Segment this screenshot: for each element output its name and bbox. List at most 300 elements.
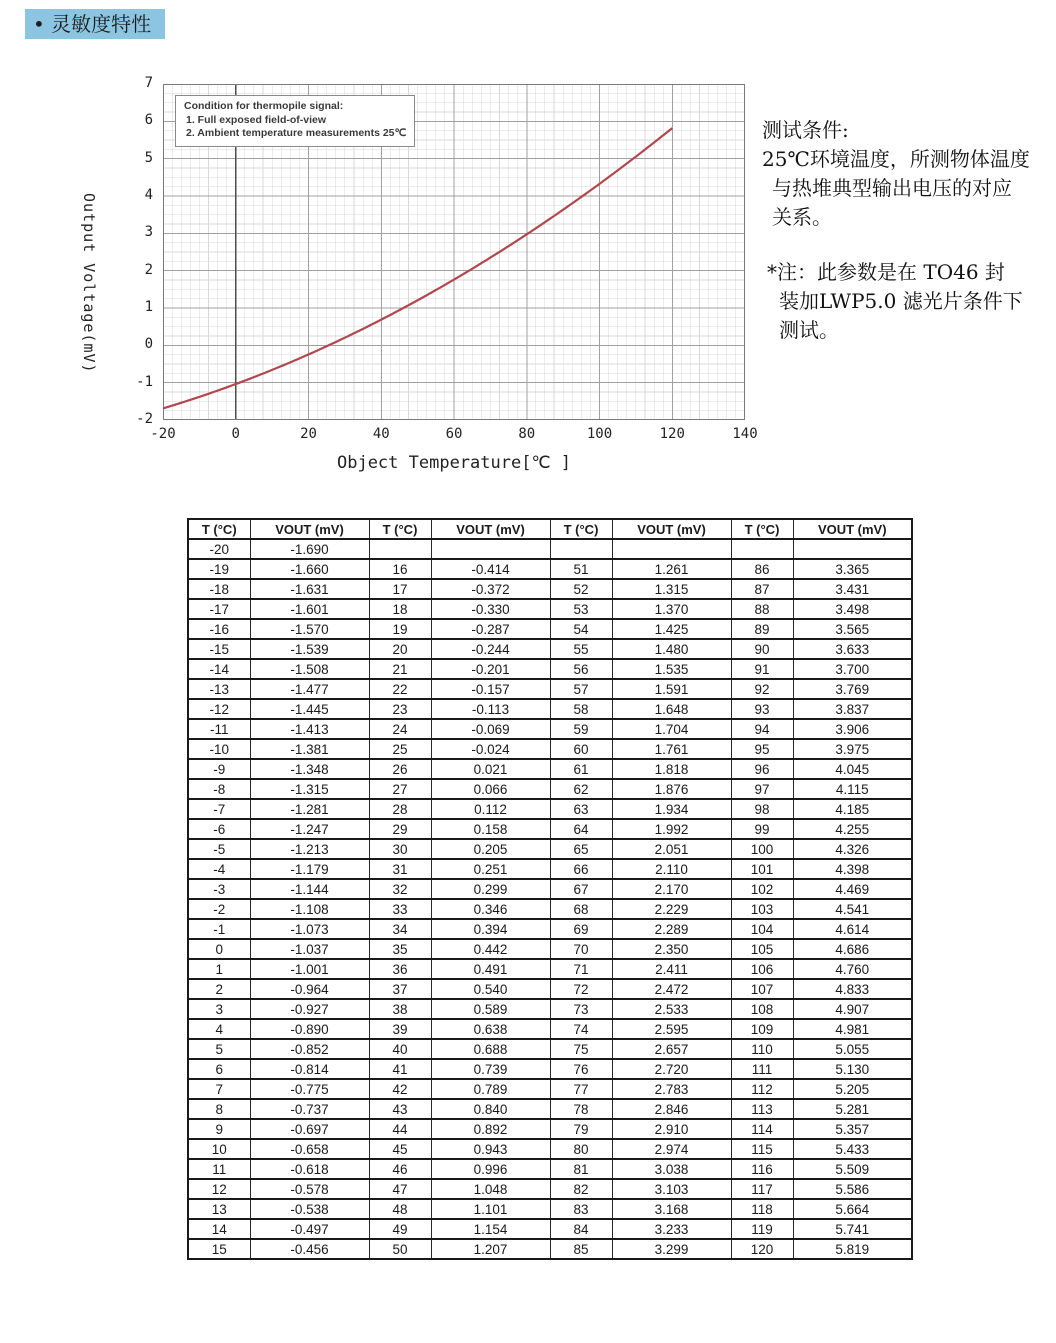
vout-cell: 3.837 bbox=[793, 699, 912, 719]
t-cell: 72 bbox=[550, 979, 612, 999]
vout-cell: 0.251 bbox=[431, 859, 550, 879]
table-row bbox=[188, 739, 912, 759]
x-tick-label: 140 bbox=[732, 426, 758, 442]
vout-cell: 4.981 bbox=[793, 1019, 912, 1039]
vout-cell: -0.618 bbox=[250, 1159, 369, 1179]
vout-cell: -1.037 bbox=[250, 939, 369, 959]
vout-cell: 3.103 bbox=[612, 1179, 731, 1199]
t-cell: 109 bbox=[731, 1019, 793, 1039]
y-tick-label: 0 bbox=[144, 336, 153, 353]
vout-cell: 4.614 bbox=[793, 919, 912, 939]
t-cell: 80 bbox=[550, 1139, 612, 1159]
t-cell: 61 bbox=[550, 759, 612, 779]
vout-cell: 4.045 bbox=[793, 759, 912, 779]
t-cell: 9 bbox=[188, 1119, 250, 1139]
t-cell: -20 bbox=[188, 539, 250, 559]
t-cell: -4 bbox=[188, 859, 250, 879]
t-cell: 110 bbox=[731, 1039, 793, 1059]
table-row bbox=[188, 819, 912, 839]
col-header-vout: VOUT (mV) bbox=[793, 519, 912, 539]
vout-cell: 4.760 bbox=[793, 959, 912, 979]
x-tick-label: -20 bbox=[150, 426, 176, 442]
t-cell: -6 bbox=[188, 819, 250, 839]
vout-cell: -1.381 bbox=[250, 739, 369, 759]
table-row bbox=[188, 1139, 912, 1159]
vout-cell: 4.398 bbox=[793, 859, 912, 879]
vout-cell: -0.069 bbox=[431, 719, 550, 739]
filter-note bbox=[762, 258, 1056, 345]
vout-cell: -1.315 bbox=[250, 779, 369, 799]
t-cell: 74 bbox=[550, 1019, 612, 1039]
table-row bbox=[188, 799, 912, 819]
table-row bbox=[188, 599, 912, 619]
t-cell bbox=[550, 539, 612, 559]
vout-cell: 2.472 bbox=[612, 979, 731, 999]
t-cell: 54 bbox=[550, 619, 612, 639]
vout-cell: -0.697 bbox=[250, 1119, 369, 1139]
y-tick-label: 1 bbox=[144, 299, 153, 315]
table-row bbox=[188, 959, 912, 979]
vout-cell: -1.508 bbox=[250, 659, 369, 679]
vout-cell: 1.704 bbox=[612, 719, 731, 739]
table-row bbox=[188, 859, 912, 879]
x-tick-label: 120 bbox=[659, 426, 685, 442]
t-cell bbox=[731, 539, 793, 559]
vout-cell: -1.213 bbox=[250, 839, 369, 859]
vout-cell: -0.330 bbox=[431, 599, 550, 619]
t-cell: 24 bbox=[369, 719, 431, 739]
y-axis-label: Output Voltage(mV) bbox=[80, 193, 98, 374]
col-header-t: T (°C) bbox=[550, 519, 612, 539]
vout-cell: -0.538 bbox=[250, 1199, 369, 1219]
vout-cell: 3.168 bbox=[612, 1199, 731, 1219]
vout-cell: -0.372 bbox=[431, 579, 550, 599]
vout-cell: 3.365 bbox=[793, 559, 912, 579]
vout-cell: 0.540 bbox=[431, 979, 550, 999]
table-row bbox=[188, 779, 912, 799]
vout-cell: 1.101 bbox=[431, 1199, 550, 1219]
vout-cell: 2.720 bbox=[612, 1059, 731, 1079]
vout-cell: 1.370 bbox=[612, 599, 731, 619]
vout-cell: -1.570 bbox=[250, 619, 369, 639]
t-cell: 87 bbox=[731, 579, 793, 599]
vout-cell: 0.638 bbox=[431, 1019, 550, 1039]
vout-cell: 1.207 bbox=[431, 1239, 550, 1259]
t-cell: 69 bbox=[550, 919, 612, 939]
t-cell: 55 bbox=[550, 639, 612, 659]
note-line: 与热堆典型输出电压的对应 bbox=[772, 176, 1012, 200]
vout-cell: 3.299 bbox=[612, 1239, 731, 1259]
t-cell: 56 bbox=[550, 659, 612, 679]
t-cell: 22 bbox=[369, 679, 431, 699]
vout-cell: 0.688 bbox=[431, 1039, 550, 1059]
t-cell: 107 bbox=[731, 979, 793, 999]
t-cell: 3 bbox=[188, 999, 250, 1019]
t-cell: 6 bbox=[188, 1059, 250, 1079]
t-cell: -9 bbox=[188, 759, 250, 779]
t-cell: 113 bbox=[731, 1099, 793, 1119]
x-tick-label: 40 bbox=[372, 426, 390, 442]
col-header-vout: VOUT (mV) bbox=[250, 519, 369, 539]
t-cell: -17 bbox=[188, 599, 250, 619]
t-cell: 66 bbox=[550, 859, 612, 879]
vout-cell: -1.247 bbox=[250, 819, 369, 839]
t-cell: 59 bbox=[550, 719, 612, 739]
vout-cell bbox=[431, 539, 550, 559]
vout-cell: 0.840 bbox=[431, 1099, 550, 1119]
vout-cell: 1.315 bbox=[612, 579, 731, 599]
t-cell: -10 bbox=[188, 739, 250, 759]
table-row bbox=[188, 1059, 912, 1079]
vout-cell: -1.073 bbox=[250, 919, 369, 939]
vout-cell: 0.299 bbox=[431, 879, 550, 899]
vout-lookup-table bbox=[187, 518, 913, 1260]
t-cell: 37 bbox=[369, 979, 431, 999]
x-tick-label: 80 bbox=[518, 426, 536, 442]
t-cell: 76 bbox=[550, 1059, 612, 1079]
vout-cell: 2.595 bbox=[612, 1019, 731, 1039]
t-cell: 90 bbox=[731, 639, 793, 659]
t-cell: -13 bbox=[188, 679, 250, 699]
y-tick-label: -1 bbox=[136, 373, 153, 390]
x-tick-label: 0 bbox=[231, 426, 240, 442]
table-row bbox=[188, 1099, 912, 1119]
t-cell: 99 bbox=[731, 819, 793, 839]
vout-cell: 4.541 bbox=[793, 899, 912, 919]
t-cell: 92 bbox=[731, 679, 793, 699]
table-row bbox=[188, 879, 912, 899]
t-cell: 75 bbox=[550, 1039, 612, 1059]
vout-cell: 2.411 bbox=[612, 959, 731, 979]
t-cell: 89 bbox=[731, 619, 793, 639]
vout-cell: 4.326 bbox=[793, 839, 912, 859]
vout-cell: -0.658 bbox=[250, 1139, 369, 1159]
vout-cell: 0.066 bbox=[431, 779, 550, 799]
t-cell: 62 bbox=[550, 779, 612, 799]
note-line: *注：此参数是在 TO46 封 bbox=[767, 260, 1005, 284]
vout-cell: -1.413 bbox=[250, 719, 369, 739]
t-cell: 82 bbox=[550, 1179, 612, 1199]
vout-cell: 3.498 bbox=[793, 599, 912, 619]
t-cell: 17 bbox=[369, 579, 431, 599]
vout-cell: -0.414 bbox=[431, 559, 550, 579]
t-cell: 25 bbox=[369, 739, 431, 759]
vout-cell: 2.783 bbox=[612, 1079, 731, 1099]
t-cell: 27 bbox=[369, 779, 431, 799]
vout-cell: 0.589 bbox=[431, 999, 550, 1019]
vout-cell: 5.741 bbox=[793, 1219, 912, 1239]
vout-cell: -0.578 bbox=[250, 1179, 369, 1199]
t-cell: 106 bbox=[731, 959, 793, 979]
vout-cell: 5.433 bbox=[793, 1139, 912, 1159]
t-cell: 111 bbox=[731, 1059, 793, 1079]
vout-cell: 2.974 bbox=[612, 1139, 731, 1159]
vout-cell: -1.108 bbox=[250, 899, 369, 919]
vout-cell: 2.846 bbox=[612, 1099, 731, 1119]
t-cell: 116 bbox=[731, 1159, 793, 1179]
t-cell: 19 bbox=[369, 619, 431, 639]
t-cell: -7 bbox=[188, 799, 250, 819]
vout-cell: -1.144 bbox=[250, 879, 369, 899]
t-cell: 36 bbox=[369, 959, 431, 979]
t-cell: 42 bbox=[369, 1079, 431, 1099]
table-row bbox=[188, 539, 912, 559]
t-cell: -12 bbox=[188, 699, 250, 719]
t-cell bbox=[369, 539, 431, 559]
t-cell: 34 bbox=[369, 919, 431, 939]
vout-cell bbox=[612, 539, 731, 559]
table-row bbox=[188, 659, 912, 679]
y-tick-label: 2 bbox=[144, 261, 153, 278]
vout-cell: 0.442 bbox=[431, 939, 550, 959]
vout-cell: 5.281 bbox=[793, 1099, 912, 1119]
col-header-vout: VOUT (mV) bbox=[612, 519, 731, 539]
y-tick-label: 6 bbox=[144, 112, 153, 129]
t-cell: 12 bbox=[188, 1179, 250, 1199]
vout-cell: 0.394 bbox=[431, 919, 550, 939]
table-row bbox=[188, 1219, 912, 1239]
note-line: 25℃环境温度，所测物体温度 bbox=[762, 147, 1030, 171]
t-cell: 5 bbox=[188, 1039, 250, 1059]
t-cell: 96 bbox=[731, 759, 793, 779]
vout-cell: -1.445 bbox=[250, 699, 369, 719]
t-cell: 51 bbox=[550, 559, 612, 579]
vout-cell: -0.244 bbox=[431, 639, 550, 659]
x-tick-label: 100 bbox=[586, 426, 613, 442]
x-tick-label: 60 bbox=[445, 426, 463, 442]
t-cell: 13 bbox=[188, 1199, 250, 1219]
vout-cell: -0.927 bbox=[250, 999, 369, 1019]
table-row bbox=[188, 939, 912, 959]
col-header-t: T (°C) bbox=[369, 519, 431, 539]
vout-cell: 1.992 bbox=[612, 819, 731, 839]
t-cell: -11 bbox=[188, 719, 250, 739]
note-line: 装加LWP5.0 滤光片条件下 bbox=[779, 289, 1023, 313]
t-cell: 98 bbox=[731, 799, 793, 819]
vout-cell: 4.255 bbox=[793, 819, 912, 839]
t-cell: 0 bbox=[188, 939, 250, 959]
y-tick-label: 7 bbox=[144, 75, 153, 91]
t-cell: 71 bbox=[550, 959, 612, 979]
t-cell: 41 bbox=[369, 1059, 431, 1079]
t-cell: 44 bbox=[369, 1119, 431, 1139]
vout-cell: -0.287 bbox=[431, 619, 550, 639]
vout-cell: 5.586 bbox=[793, 1179, 912, 1199]
condition-item-1: 1. Full exposed field-of-view bbox=[186, 113, 327, 126]
t-cell: 2 bbox=[188, 979, 250, 999]
vout-cell: 5.055 bbox=[793, 1039, 912, 1059]
table-row bbox=[188, 1179, 912, 1199]
vout-cell: 4.833 bbox=[793, 979, 912, 999]
vout-cell: 1.154 bbox=[431, 1219, 550, 1239]
table-row bbox=[188, 979, 912, 999]
t-cell: 103 bbox=[731, 899, 793, 919]
table-header-row bbox=[188, 519, 912, 539]
vout-cell: 1.934 bbox=[612, 799, 731, 819]
table-row bbox=[188, 619, 912, 639]
table-row bbox=[188, 1159, 912, 1179]
table-row bbox=[188, 759, 912, 779]
t-cell: 33 bbox=[369, 899, 431, 919]
vout-cell: 1.591 bbox=[612, 679, 731, 699]
t-cell: -19 bbox=[188, 559, 250, 579]
vout-cell: -0.201 bbox=[431, 659, 550, 679]
t-cell: -2 bbox=[188, 899, 250, 919]
t-cell: 84 bbox=[550, 1219, 612, 1239]
vout-cell: 1.261 bbox=[612, 559, 731, 579]
t-cell: 32 bbox=[369, 879, 431, 899]
t-cell: 67 bbox=[550, 879, 612, 899]
vout-cell: 3.700 bbox=[793, 659, 912, 679]
vout-cell: 0.943 bbox=[431, 1139, 550, 1159]
vout-cell: 4.469 bbox=[793, 879, 912, 899]
t-cell: 52 bbox=[550, 579, 612, 599]
t-cell: 46 bbox=[369, 1159, 431, 1179]
t-cell: 101 bbox=[731, 859, 793, 879]
t-cell: 95 bbox=[731, 739, 793, 759]
t-cell: -15 bbox=[188, 639, 250, 659]
vout-cell: 0.158 bbox=[431, 819, 550, 839]
t-cell: 104 bbox=[731, 919, 793, 939]
table-row bbox=[188, 639, 912, 659]
t-cell: 102 bbox=[731, 879, 793, 899]
vout-cell: 2.910 bbox=[612, 1119, 731, 1139]
vout-cell: 2.170 bbox=[612, 879, 731, 899]
table-row bbox=[188, 699, 912, 719]
vout-cell: -1.348 bbox=[250, 759, 369, 779]
vout-cell: 3.038 bbox=[612, 1159, 731, 1179]
vout-cell: 4.115 bbox=[793, 779, 912, 799]
t-cell: 18 bbox=[369, 599, 431, 619]
t-cell: 4 bbox=[188, 1019, 250, 1039]
t-cell: 68 bbox=[550, 899, 612, 919]
vout-cell: 3.633 bbox=[793, 639, 912, 659]
t-cell: 40 bbox=[369, 1039, 431, 1059]
vout-cell: 0.739 bbox=[431, 1059, 550, 1079]
x-axis-label: Object Temperature[℃ ] bbox=[336, 453, 572, 473]
table-row bbox=[188, 839, 912, 859]
y-tick-label: 3 bbox=[144, 224, 153, 241]
t-cell: 45 bbox=[369, 1139, 431, 1159]
t-cell: 60 bbox=[550, 739, 612, 759]
vout-cell: 0.112 bbox=[431, 799, 550, 819]
vout-cell: 5.357 bbox=[793, 1119, 912, 1139]
t-cell: -8 bbox=[188, 779, 250, 799]
table-row bbox=[188, 1019, 912, 1039]
t-cell: 30 bbox=[369, 839, 431, 859]
note-line: 测试条件: bbox=[762, 118, 849, 142]
t-cell: 16 bbox=[369, 559, 431, 579]
t-cell: 97 bbox=[731, 779, 793, 799]
chart-condition-annotation bbox=[175, 95, 415, 147]
col-header-t: T (°C) bbox=[731, 519, 793, 539]
t-cell: 21 bbox=[369, 659, 431, 679]
t-cell: 100 bbox=[731, 839, 793, 859]
vout-cell: -1.001 bbox=[250, 959, 369, 979]
vout-cell: 1.876 bbox=[612, 779, 731, 799]
t-cell: 15 bbox=[188, 1239, 250, 1259]
t-cell: 23 bbox=[369, 699, 431, 719]
t-cell: 58 bbox=[550, 699, 612, 719]
vout-cell: 1.535 bbox=[612, 659, 731, 679]
vout-cell: 0.892 bbox=[431, 1119, 550, 1139]
vout-cell: 4.686 bbox=[793, 939, 912, 959]
vout-cell: -1.631 bbox=[250, 579, 369, 599]
t-cell: 83 bbox=[550, 1199, 612, 1219]
t-cell: 86 bbox=[731, 559, 793, 579]
t-cell: 88 bbox=[731, 599, 793, 619]
t-cell: 78 bbox=[550, 1099, 612, 1119]
vout-cell: 2.657 bbox=[612, 1039, 731, 1059]
t-cell: 64 bbox=[550, 819, 612, 839]
vout-cell: -1.601 bbox=[250, 599, 369, 619]
t-cell: 1 bbox=[188, 959, 250, 979]
t-cell: 11 bbox=[188, 1159, 250, 1179]
note-line: 测试。 bbox=[779, 318, 839, 342]
vout-cell: 0.491 bbox=[431, 959, 550, 979]
vout-cell: 0.205 bbox=[431, 839, 550, 859]
vout-cell: 2.229 bbox=[612, 899, 731, 919]
vout-cell: 0.996 bbox=[431, 1159, 550, 1179]
condition-item-2: 2. Ambient temperature measurements 25℃ bbox=[186, 127, 407, 139]
vout-cell: -0.964 bbox=[250, 979, 369, 999]
test-conditions-note bbox=[762, 116, 1056, 345]
t-cell: 112 bbox=[731, 1079, 793, 1099]
t-cell: 57 bbox=[550, 679, 612, 699]
t-cell: 73 bbox=[550, 999, 612, 1019]
t-cell: 114 bbox=[731, 1119, 793, 1139]
vout-cell: -0.497 bbox=[250, 1219, 369, 1239]
vout-cell: -0.852 bbox=[250, 1039, 369, 1059]
t-cell: 31 bbox=[369, 859, 431, 879]
vout-cell: 1.818 bbox=[612, 759, 731, 779]
vout-cell: -0.890 bbox=[250, 1019, 369, 1039]
table-row bbox=[188, 1039, 912, 1059]
t-cell: 39 bbox=[369, 1019, 431, 1039]
note-line: 关系。 bbox=[772, 205, 832, 229]
vout-cell: 5.664 bbox=[793, 1199, 912, 1219]
t-cell: -14 bbox=[188, 659, 250, 679]
table-row bbox=[188, 559, 912, 579]
t-cell: 14 bbox=[188, 1219, 250, 1239]
col-header-t: T (°C) bbox=[188, 519, 250, 539]
t-cell: 85 bbox=[550, 1239, 612, 1259]
vout-cell: -1.690 bbox=[250, 539, 369, 559]
t-cell: 7 bbox=[188, 1079, 250, 1099]
vout-cell: -1.539 bbox=[250, 639, 369, 659]
vout-cell: 2.110 bbox=[612, 859, 731, 879]
vout-cell: 5.819 bbox=[793, 1239, 912, 1259]
vout-cell: 3.906 bbox=[793, 719, 912, 739]
vout-cell: 1.480 bbox=[612, 639, 731, 659]
vout-cell: 3.975 bbox=[793, 739, 912, 759]
table-row bbox=[188, 1079, 912, 1099]
t-cell: 49 bbox=[369, 1219, 431, 1239]
vout-cell: 2.533 bbox=[612, 999, 731, 1019]
table-row bbox=[188, 999, 912, 1019]
vout-cell: 2.289 bbox=[612, 919, 731, 939]
x-tick-label: 20 bbox=[300, 426, 317, 442]
vout-cell: 1.425 bbox=[612, 619, 731, 639]
y-tick-label: 5 bbox=[144, 149, 153, 166]
vout-cell: 0.789 bbox=[431, 1079, 550, 1099]
vout-cell: -0.456 bbox=[250, 1239, 369, 1259]
t-cell: 29 bbox=[369, 819, 431, 839]
vout-cell: 0.021 bbox=[431, 759, 550, 779]
t-cell: 20 bbox=[369, 639, 431, 659]
t-cell: 35 bbox=[369, 939, 431, 959]
vout-cell: -0.113 bbox=[431, 699, 550, 719]
